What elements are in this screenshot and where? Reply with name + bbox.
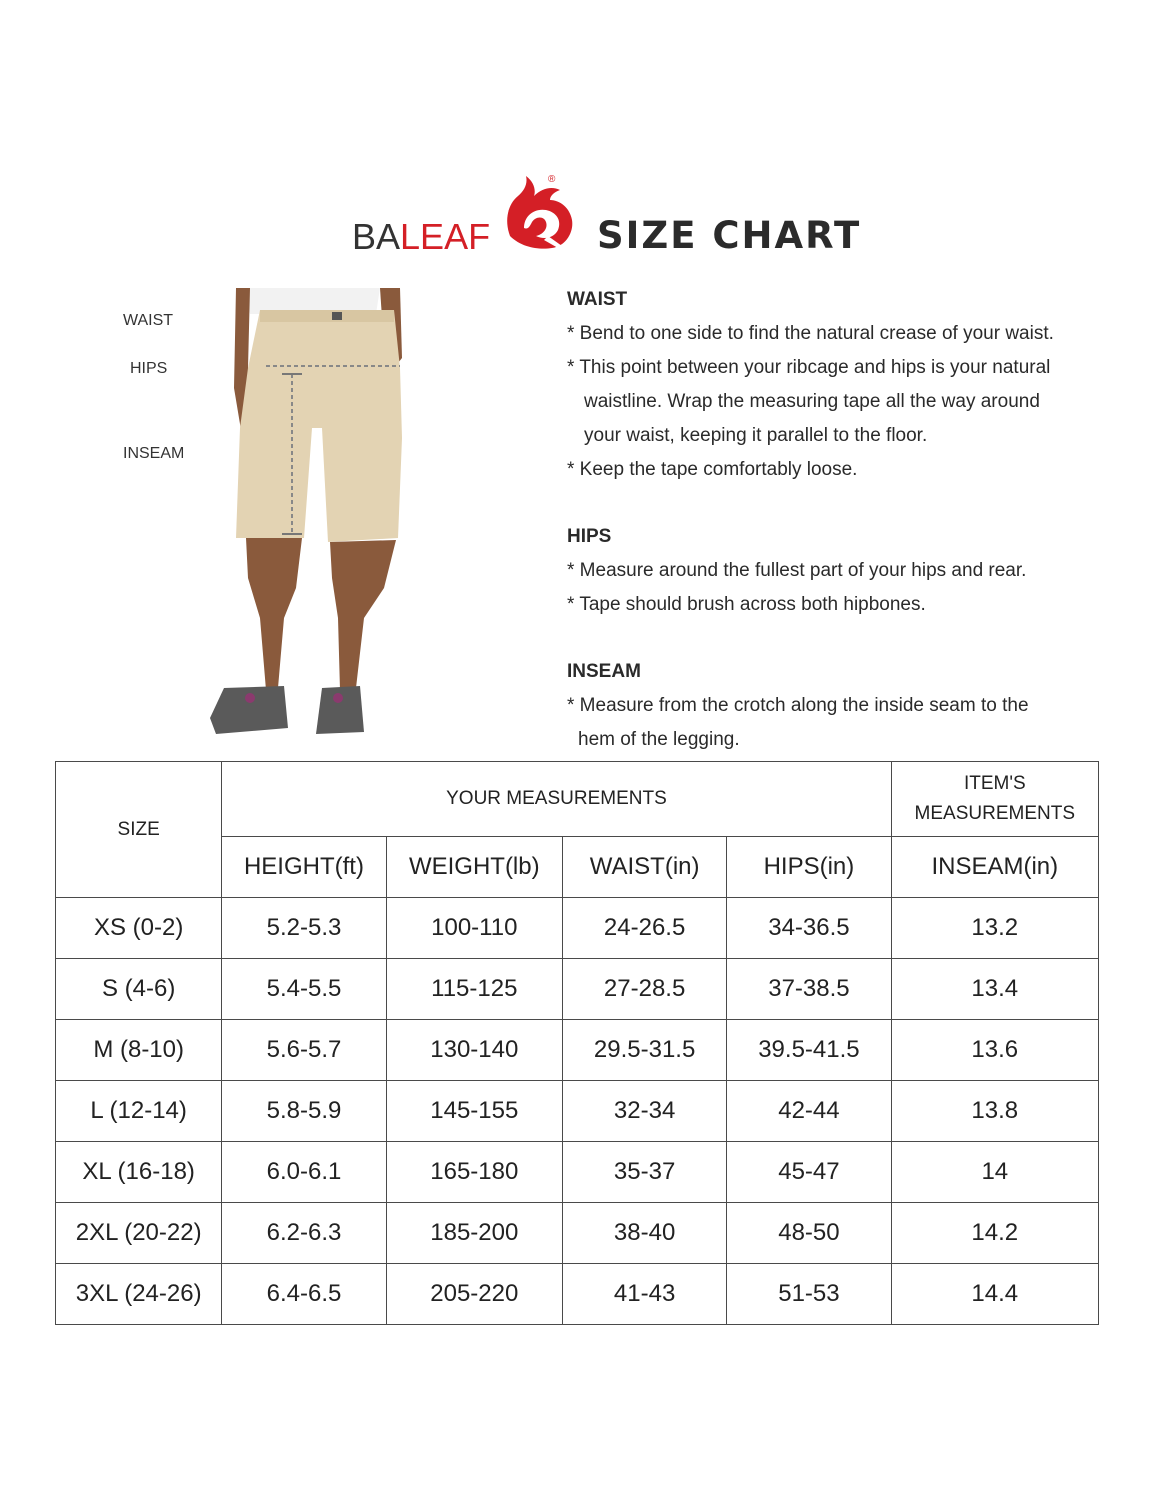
cell-hips: 37-38.5 bbox=[727, 959, 891, 1020]
cell-size: L (12-14) bbox=[56, 1081, 222, 1142]
column-header-waist: WAIST(in) bbox=[562, 837, 726, 898]
cell-hips: 51-53 bbox=[727, 1264, 891, 1325]
cell-inseam: 13.4 bbox=[891, 959, 1098, 1020]
label-hips: HIPS bbox=[130, 360, 168, 377]
inseam-title: INSEAM bbox=[567, 661, 641, 682]
cell-inseam: 14.2 bbox=[891, 1203, 1098, 1264]
items-measurements-line-2: MEASUREMENTS bbox=[914, 803, 1076, 824]
cell-height: 5.4-5.5 bbox=[222, 959, 386, 1020]
cell-hips: 48-50 bbox=[727, 1203, 891, 1264]
cell-height: 6.0-6.1 bbox=[222, 1142, 386, 1203]
cell-waist: 24-26.5 bbox=[562, 898, 726, 959]
cell-inseam: 14 bbox=[891, 1142, 1098, 1203]
cell-inseam: 13.8 bbox=[891, 1081, 1098, 1142]
cell-weight: 205-220 bbox=[386, 1264, 562, 1325]
hips-title: HIPS bbox=[567, 526, 612, 547]
cell-size: 3XL (24-26) bbox=[56, 1264, 222, 1325]
waist-line-3: waistline. Wrap the measuring tape all the way around bbox=[584, 391, 1040, 412]
table-row bbox=[56, 1020, 1099, 1081]
cell-waist: 29.5-31.5 bbox=[562, 1020, 726, 1081]
size-column-header: SIZE bbox=[56, 762, 222, 898]
waist-line-2: * This point between your ribcage and hips is your natural bbox=[567, 357, 1051, 378]
registered-mark: ® bbox=[548, 174, 556, 185]
cell-inseam: 13.6 bbox=[891, 1020, 1098, 1081]
cell-weight: 100-110 bbox=[386, 898, 562, 959]
column-header-weight: WEIGHT(lb) bbox=[386, 837, 562, 898]
flame-leaf-logo-icon bbox=[500, 174, 576, 252]
waist-line-5: * Keep the tape comfortably loose. bbox=[567, 459, 858, 480]
label-waist: WAIST bbox=[123, 312, 174, 329]
cell-weight: 145-155 bbox=[386, 1081, 562, 1142]
cell-height: 5.8-5.9 bbox=[222, 1081, 386, 1142]
page-title: SIZE CHART bbox=[597, 214, 862, 257]
table-row bbox=[56, 1081, 1099, 1142]
cell-size: S (4-6) bbox=[56, 959, 222, 1020]
waist-title: WAIST bbox=[567, 289, 628, 310]
size-table bbox=[55, 761, 1099, 1325]
cell-size: XS (0-2) bbox=[56, 898, 222, 959]
items-measurements-header bbox=[891, 762, 1098, 837]
cell-waist: 27-28.5 bbox=[562, 959, 726, 1020]
table-row bbox=[56, 1203, 1099, 1264]
cell-height: 6.4-6.5 bbox=[222, 1264, 386, 1325]
column-header-hips: HIPS(in) bbox=[727, 837, 891, 898]
cell-weight: 130-140 bbox=[386, 1020, 562, 1081]
cell-size: XL (16-18) bbox=[56, 1142, 222, 1203]
cell-height: 5.2-5.3 bbox=[222, 898, 386, 959]
cell-inseam: 14.4 bbox=[891, 1264, 1098, 1325]
brand-suffix: LEAF bbox=[400, 216, 491, 257]
cell-height: 5.6-5.7 bbox=[222, 1020, 386, 1081]
cell-waist: 38-40 bbox=[562, 1203, 726, 1264]
model-wearing-shorts-image bbox=[204, 288, 414, 750]
cell-weight: 165-180 bbox=[386, 1142, 562, 1203]
inseam-line-2: hem of the legging. bbox=[578, 729, 740, 750]
your-measurements-header: YOUR MEASUREMENTS bbox=[222, 762, 891, 837]
waist-line-1: * Bend to one side to find the natural crease of your waist. bbox=[567, 323, 1054, 344]
chart-header bbox=[0, 170, 1154, 260]
hips-line-2: * Tape should brush across both hipbones. bbox=[567, 594, 926, 615]
table-row bbox=[56, 898, 1099, 959]
cell-hips: 39.5-41.5 bbox=[727, 1020, 891, 1081]
cell-height: 6.2-6.3 bbox=[222, 1203, 386, 1264]
label-inseam: INSEAM bbox=[123, 445, 185, 462]
cell-weight: 185-200 bbox=[386, 1203, 562, 1264]
brand-logo-text bbox=[352, 216, 490, 258]
cell-hips: 42-44 bbox=[727, 1081, 891, 1142]
table-row bbox=[56, 959, 1099, 1020]
brand-prefix: BA bbox=[352, 216, 401, 257]
cell-waist: 35-37 bbox=[562, 1142, 726, 1203]
cell-waist: 32-34 bbox=[562, 1081, 726, 1142]
table-row bbox=[56, 1142, 1099, 1203]
cell-size: 2XL (20-22) bbox=[56, 1203, 222, 1264]
table-row bbox=[56, 1264, 1099, 1325]
column-header-inseam: INSEAM(in) bbox=[891, 837, 1098, 898]
cell-waist: 41-43 bbox=[562, 1264, 726, 1325]
inseam-line-1: * Measure from the crotch along the inside seam to the bbox=[567, 695, 1029, 716]
column-header-height: HEIGHT(ft) bbox=[222, 837, 386, 898]
cell-hips: 34-36.5 bbox=[727, 898, 891, 959]
cell-weight: 115-125 bbox=[386, 959, 562, 1020]
cell-size: M (8-10) bbox=[56, 1020, 222, 1081]
waist-line-4: your waist, keeping it parallel to the floor. bbox=[584, 425, 928, 446]
cell-hips: 45-47 bbox=[727, 1142, 891, 1203]
measurement-instructions bbox=[567, 286, 1127, 760]
table-header-row-1 bbox=[56, 762, 1099, 837]
hips-line-1: * Measure around the fullest part of your hips and rear. bbox=[567, 560, 1027, 581]
items-measurements-line-1: ITEM'S bbox=[963, 773, 1026, 794]
cell-inseam: 13.2 bbox=[891, 898, 1098, 959]
